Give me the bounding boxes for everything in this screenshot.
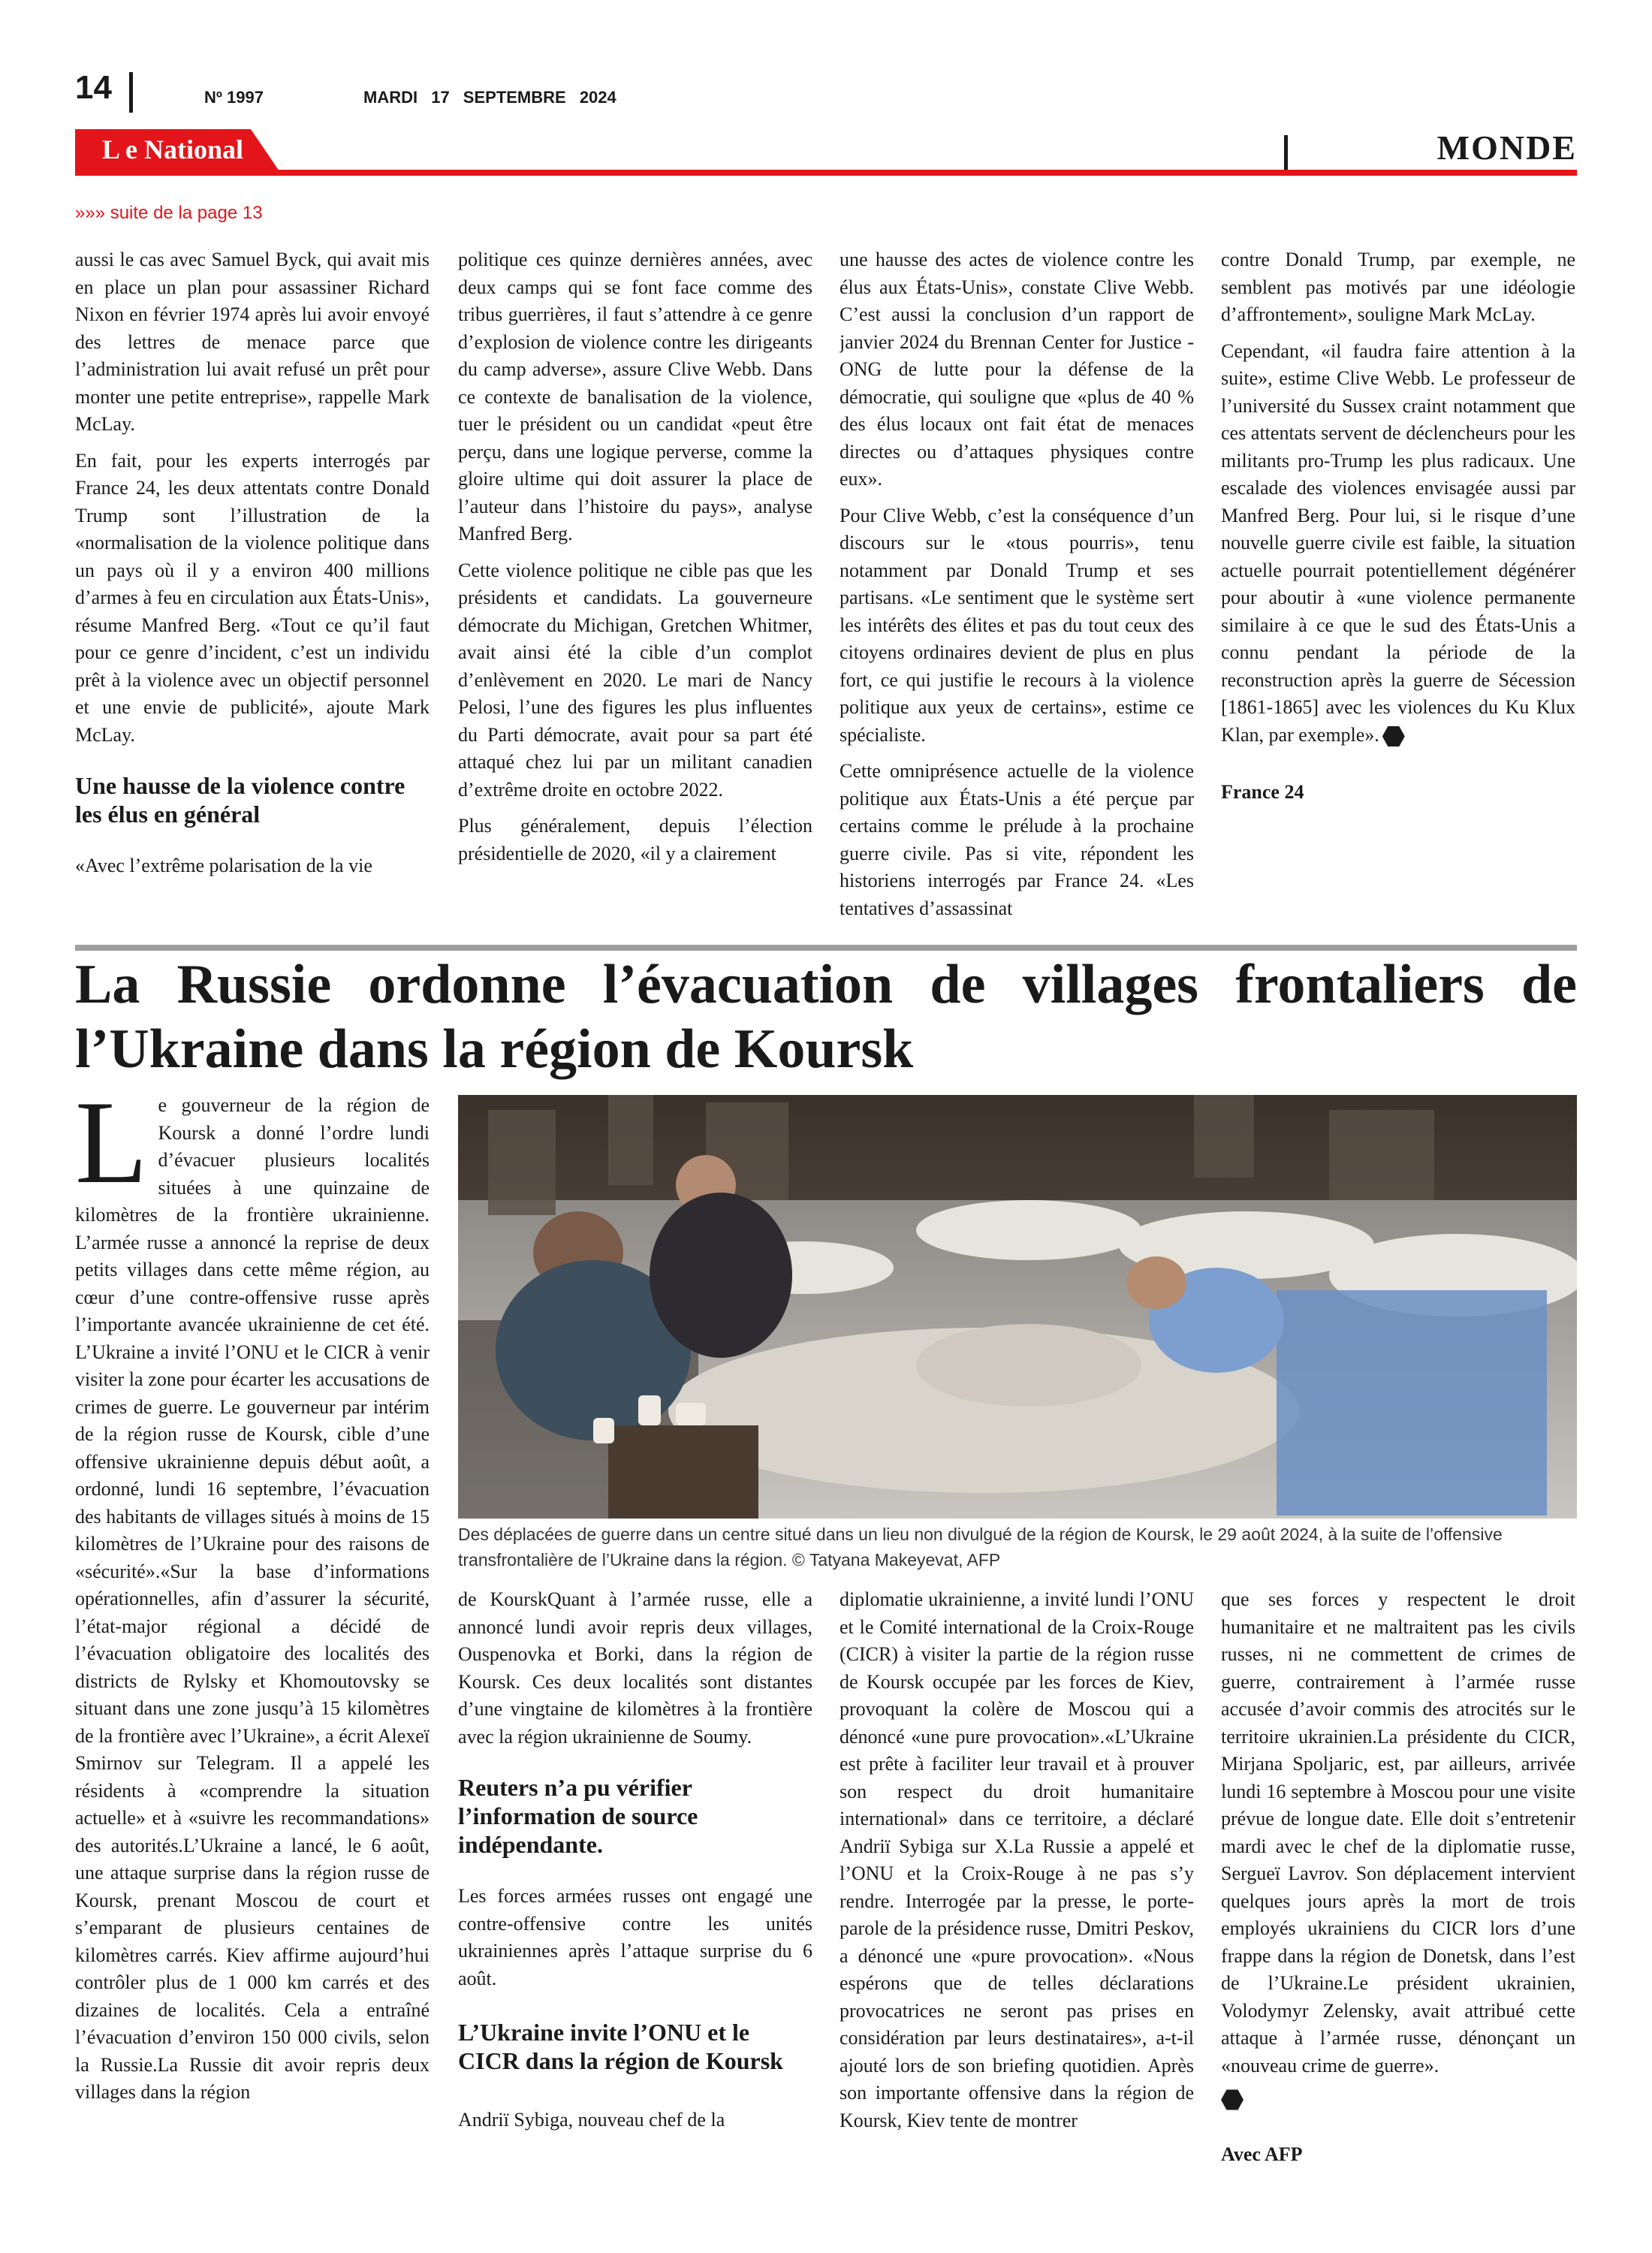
- issue-number: Nº 1997: [204, 88, 264, 107]
- paragraph-text: Cependant, «il faudra faire attention à la suite», estime Clive Webb. Le professeur de l’université du Sussex craint notamment que ces attentats servent de déclencheurs pour les militants pro-Trump les plus radicaux. Une escalade des violences envisagée aussi par Manfred Berg. Pour lui, si le risque d’une nouvelle guerre civile est faible, la situation actuelle pourrait potentiellement dégénérer pour aboutir à «une violence permanente similaire à ce que le sud des États-Unis a connu pendant la période de la reconstruction après la guerre de Sécession [1861-1865] avec les violences du Ku Klux Klan, par exemple».: [1221, 339, 1575, 746]
- drop-cap: L: [75, 1092, 148, 1208]
- paragraph: Cette omniprésence actuelle de la violence politique aux États-Unis a été perçue par certains comme le prélude à la prochaine guerre civile. Pas si vite, répondent les historiens interrogés par France 24. «Les tentatives d’assassinat: [840, 760, 1194, 919]
- paragraph: Pour Clive Webb, c’est la conséquence d’un discours sur le «tous pourris», tenu notamment par Donald Trump et ses partisans. «Le sentiment que le système sert les intérêts des élites et pas du tout ceux des citoyens ordinaires devient de plus en plus fort, ce qui justifie le recours à la violence politique aux yeux de certains», estime ce spécialiste.: [840, 504, 1194, 746]
- page-number-divider: [129, 72, 133, 113]
- article-divider: [75, 945, 1577, 951]
- end-of-article-hexagon-icon: [1382, 725, 1405, 748]
- paragraph: Les forces armées russes ont engagé une contre-offensive contre les unités ukrainiennes après l’attaque surprise du 6 août.: [458, 1885, 812, 1989]
- subheading: Reuters n’a pu vérifier l’information de source indépendante.: [458, 1774, 698, 1858]
- main-article-column-1: [75, 1092, 430, 2218]
- paragraph: politique ces quinze dernières années, avec deux camps qui se font face comme des tribus guerrières, il faut s’attendre à ce genre d’explosion de violence contre les dirigeants du camp adverse», assure Clive Webb. Dans ce contexte de banalisation de la violence, tuer le président ou un candidat «peut être perçu, dans une logique perverse, comme la gloire ultime qui doit assurer la place de l’auteur dans l’histoire du pays», analyse Manfred Berg.: [458, 249, 812, 544]
- paragraph-text: e gouverneur de la région de Koursk a donné l’ordre lundi d’évacuer plusieurs localités situées à une quinzaine de kilomètres de la frontière ukrainienne. L’armée russe a annoncé la reprise de deux petits villages dans cette même région, au cœur d’une contre-offensive russe après l’importante avancée ukrainienne de cet été. L’Ukraine a invité l’ONU et le CICR à venir visiter la zone pour écarter les accusations de crimes de guerre. Le gouverneur par intérim de la région russe de Koursk, cible d’une offensive ukrainienne depuis début août, a ordonné, lundi 16 septembre, l’évacuation des habitants de villages situés à moins de 15 kilomètres de l’Ukraine pour des raisons de «sécurité».«Sur la base d’informations opérationnelles, afin d’assurer la sécurité, l’état-major régional a décidé de l’évacuation obligatoire des localités des districts de Rylsky et Khomoutovsky se situant dans une zone jusqu’à 15 kilomètres de la frontière avec l’Ukraine», a écrit Alexeï Smirnov sur Telegram. Il a appelé les résidents à «comprendre la situation actuelle» et à «suivre les recommandations» des autorités.L’Ukraine a lancé, le 6 août, une attaque surprise dans la région russe de Koursk, prenant Moscou de court et s’emparant de plusieurs centaines de kilomètres carrés. Kiev affirme aujourd’hui contrôler plus de 1 000 km carrés et des dizaines de localités. Cela a entraîné l’évacuation d’environ 150 000 civils, selon la Russie.La Russie dit avoir repris deux villages dans la région: [75, 1094, 430, 2103]
- issue-date: MARDI 17 SEPTEMBRE 2024: [363, 88, 616, 107]
- section-title: MONDE: [1436, 128, 1577, 167]
- paragraph: Plus généralement, depuis l’élection présidentielle de 2020, «il y a clairement: [458, 815, 812, 864]
- main-article-column-4: [1221, 1586, 1575, 2232]
- main-article-column-3: [840, 1586, 1194, 2232]
- article-column-2: [458, 246, 812, 928]
- header-rule: [75, 170, 1577, 176]
- brand-name: L e National: [102, 134, 244, 164]
- page-number: 14: [75, 69, 112, 106]
- photo-caption: Des déplacées de guerre dans un centre situé dans un lieu non divulgué de la région de Koursk, le 29 août 2024, à la suite de l’offensive transfrontalière de l’Ukraine dans la région. © Tatyana Makeyevat, AFP: [458, 1525, 1503, 1570]
- photo-displaced-people-shelter: [458, 1095, 1577, 1519]
- section-divider: [1284, 135, 1288, 170]
- main-article-column-2: [458, 1586, 812, 2232]
- paragraph: de KourskQuant à l’armée russe, elle a annoncé lundi avoir repris deux villages, Ouspenovka et Borki, dans la région de Koursk. Ces deux localités sont distantes d’une vingtaine de kilomètres à la frontière avec la région ukrainienne de Soumy.: [458, 1588, 812, 1748]
- paragraph: une hausse des actes de violence contre les élus aux États-Unis», constate Clive Webb. C’est aussi la conclusion d’un rapport de janvier 2024 du Brennan Center for Justice - ONG de lutte pour la défense de la démocratie, qui souligne que «plus de 40 % des élus locaux ont fait état de menaces directes ou d’attaques physiques contre eux».: [840, 249, 1194, 490]
- paragraph: Cette violence politique ne cible pas que les présidents et candidats. La gouverneure démocrate du Michigan, Gretchen Whitmer, avait ainsi été la cible d’un complot d’enlèvement en 2020. Le mari de Nancy Pelosi, l’une des figures les plus influentes du Parti démocrate, avait pour sa part été attaqué chez lui par un militant canadien d’extrême droite en octobre 2022.: [458, 559, 812, 801]
- lead-paragraph: [75, 1092, 430, 2107]
- main-headline: La Russie ordonne l’évacuation de villages frontaliers de l’Ukraine dans la région de Koursk: [75, 954, 1577, 1080]
- paragraph: En fait, pour les experts interrogés par France 24, les deux attentats contre Donald Trump sont l’illustration de la «normalisation de la violence politique dans un pays où il y a environ 400 millions d’armes à feu en circulation aux États-Unis», résume Manfred Berg. «Tout ce qu’il faut pour ce genre d’incident, c’est un individu prêt à la violence avec un objectif personnel et une envie de publicité», ajoute Mark McLay.: [75, 449, 430, 746]
- paragraph: diplomatie ukrainienne, a invité lundi l’ONU et le Comité international de la Croix-Rouge (CICR) à visiter la partie de la région russe de Koursk occupée par les forces de Kiev, provoquant la colère de Moscou qui a dénoncé «une pure provocation».«L’Ukraine est prête à faciliter leur travail et à prouver son respect du droit humanitaire international» dans ce territoire, a déclaré Andriï Sybiga sur X.La Russie a appelé et l’ONU et la Croix-Rouge à ne pas s’y rendre. Interrogée par la presse, le porte-parole de la présidence russe, Dmitri Peskov, a dénoncé une «pure provocation». «Nous espérons que de telles déclarations provocatrices ne seront pas prises en considération par leurs destinataires», a-t-il ajouté lors de son briefing quotidien. Après son importante offensive dans la région de Koursk, Kiev tente de montrer: [840, 1588, 1194, 2131]
- paragraph: que ses forces y respectent le droit humanitaire et ne maltraitent pas les civils russes, ni ne commettent de crimes de guerre, contrairement à l’armée russe accusée d’avoir commis des atrocités sur le territoire ukrainien.La présidente du CICR, Mirjana Spoljaric, est, par ailleurs, arrivée lundi 16 septembre à Moscou pour une visite prévue de longue date. Elle doit s’entretenir mardi avec le chef de la diplomatie russe, Sergueï Lavrov. Son déplacement intervient quelques jours après la mort de trois employés ukrainiens du CICR lors d’une frappe dans la région de Donetsk, dans l’est de l’Ukraine.Le président ukrainien, Volodymyr Zelensky, avait attribué cette attaque à l’armée russe, dénonçant un «nouveau crime de guerre».: [1221, 1588, 1575, 2077]
- article-photo: [458, 1095, 1577, 1519]
- article-column-3: [840, 246, 1194, 928]
- end-of-article-hexagon-icon: [1221, 2089, 1244, 2111]
- subheading: L’Ukraine invite l’ONU et le CICR dans la région de Koursk: [458, 2019, 783, 2074]
- paragraph: contre Donald Trump, par exemple, ne semblent pas motivés par une idéologie d’affrontement», souligne Mark McLay.: [1221, 249, 1575, 325]
- paragraph: «Avec l’extrême polarisation de la vie: [75, 855, 372, 876]
- article-column-1: [75, 246, 430, 928]
- paragraph: [1221, 338, 1575, 749]
- subheading: Une hausse de la violence contre les élus en général: [75, 772, 405, 828]
- article-signature: France 24: [1221, 781, 1304, 803]
- article-column-4: [1221, 246, 1575, 928]
- paragraph: Andriï Sybiga, nouveau chef de la: [458, 2109, 725, 2131]
- paragraph: aussi le cas avec Samuel Byck, qui avait mis en place un plan pour assassiner Richard Nixon en février 1974 après lui avoir envoyé des lettres de menace parce que l’administration lui avait refusé un prêt pour monter une petite entreprise», rappelle Mark McLay.: [75, 249, 430, 435]
- continued-from: »»» suite de la page 13: [75, 203, 263, 223]
- article-signature: Avec AFP: [1221, 2143, 1303, 2165]
